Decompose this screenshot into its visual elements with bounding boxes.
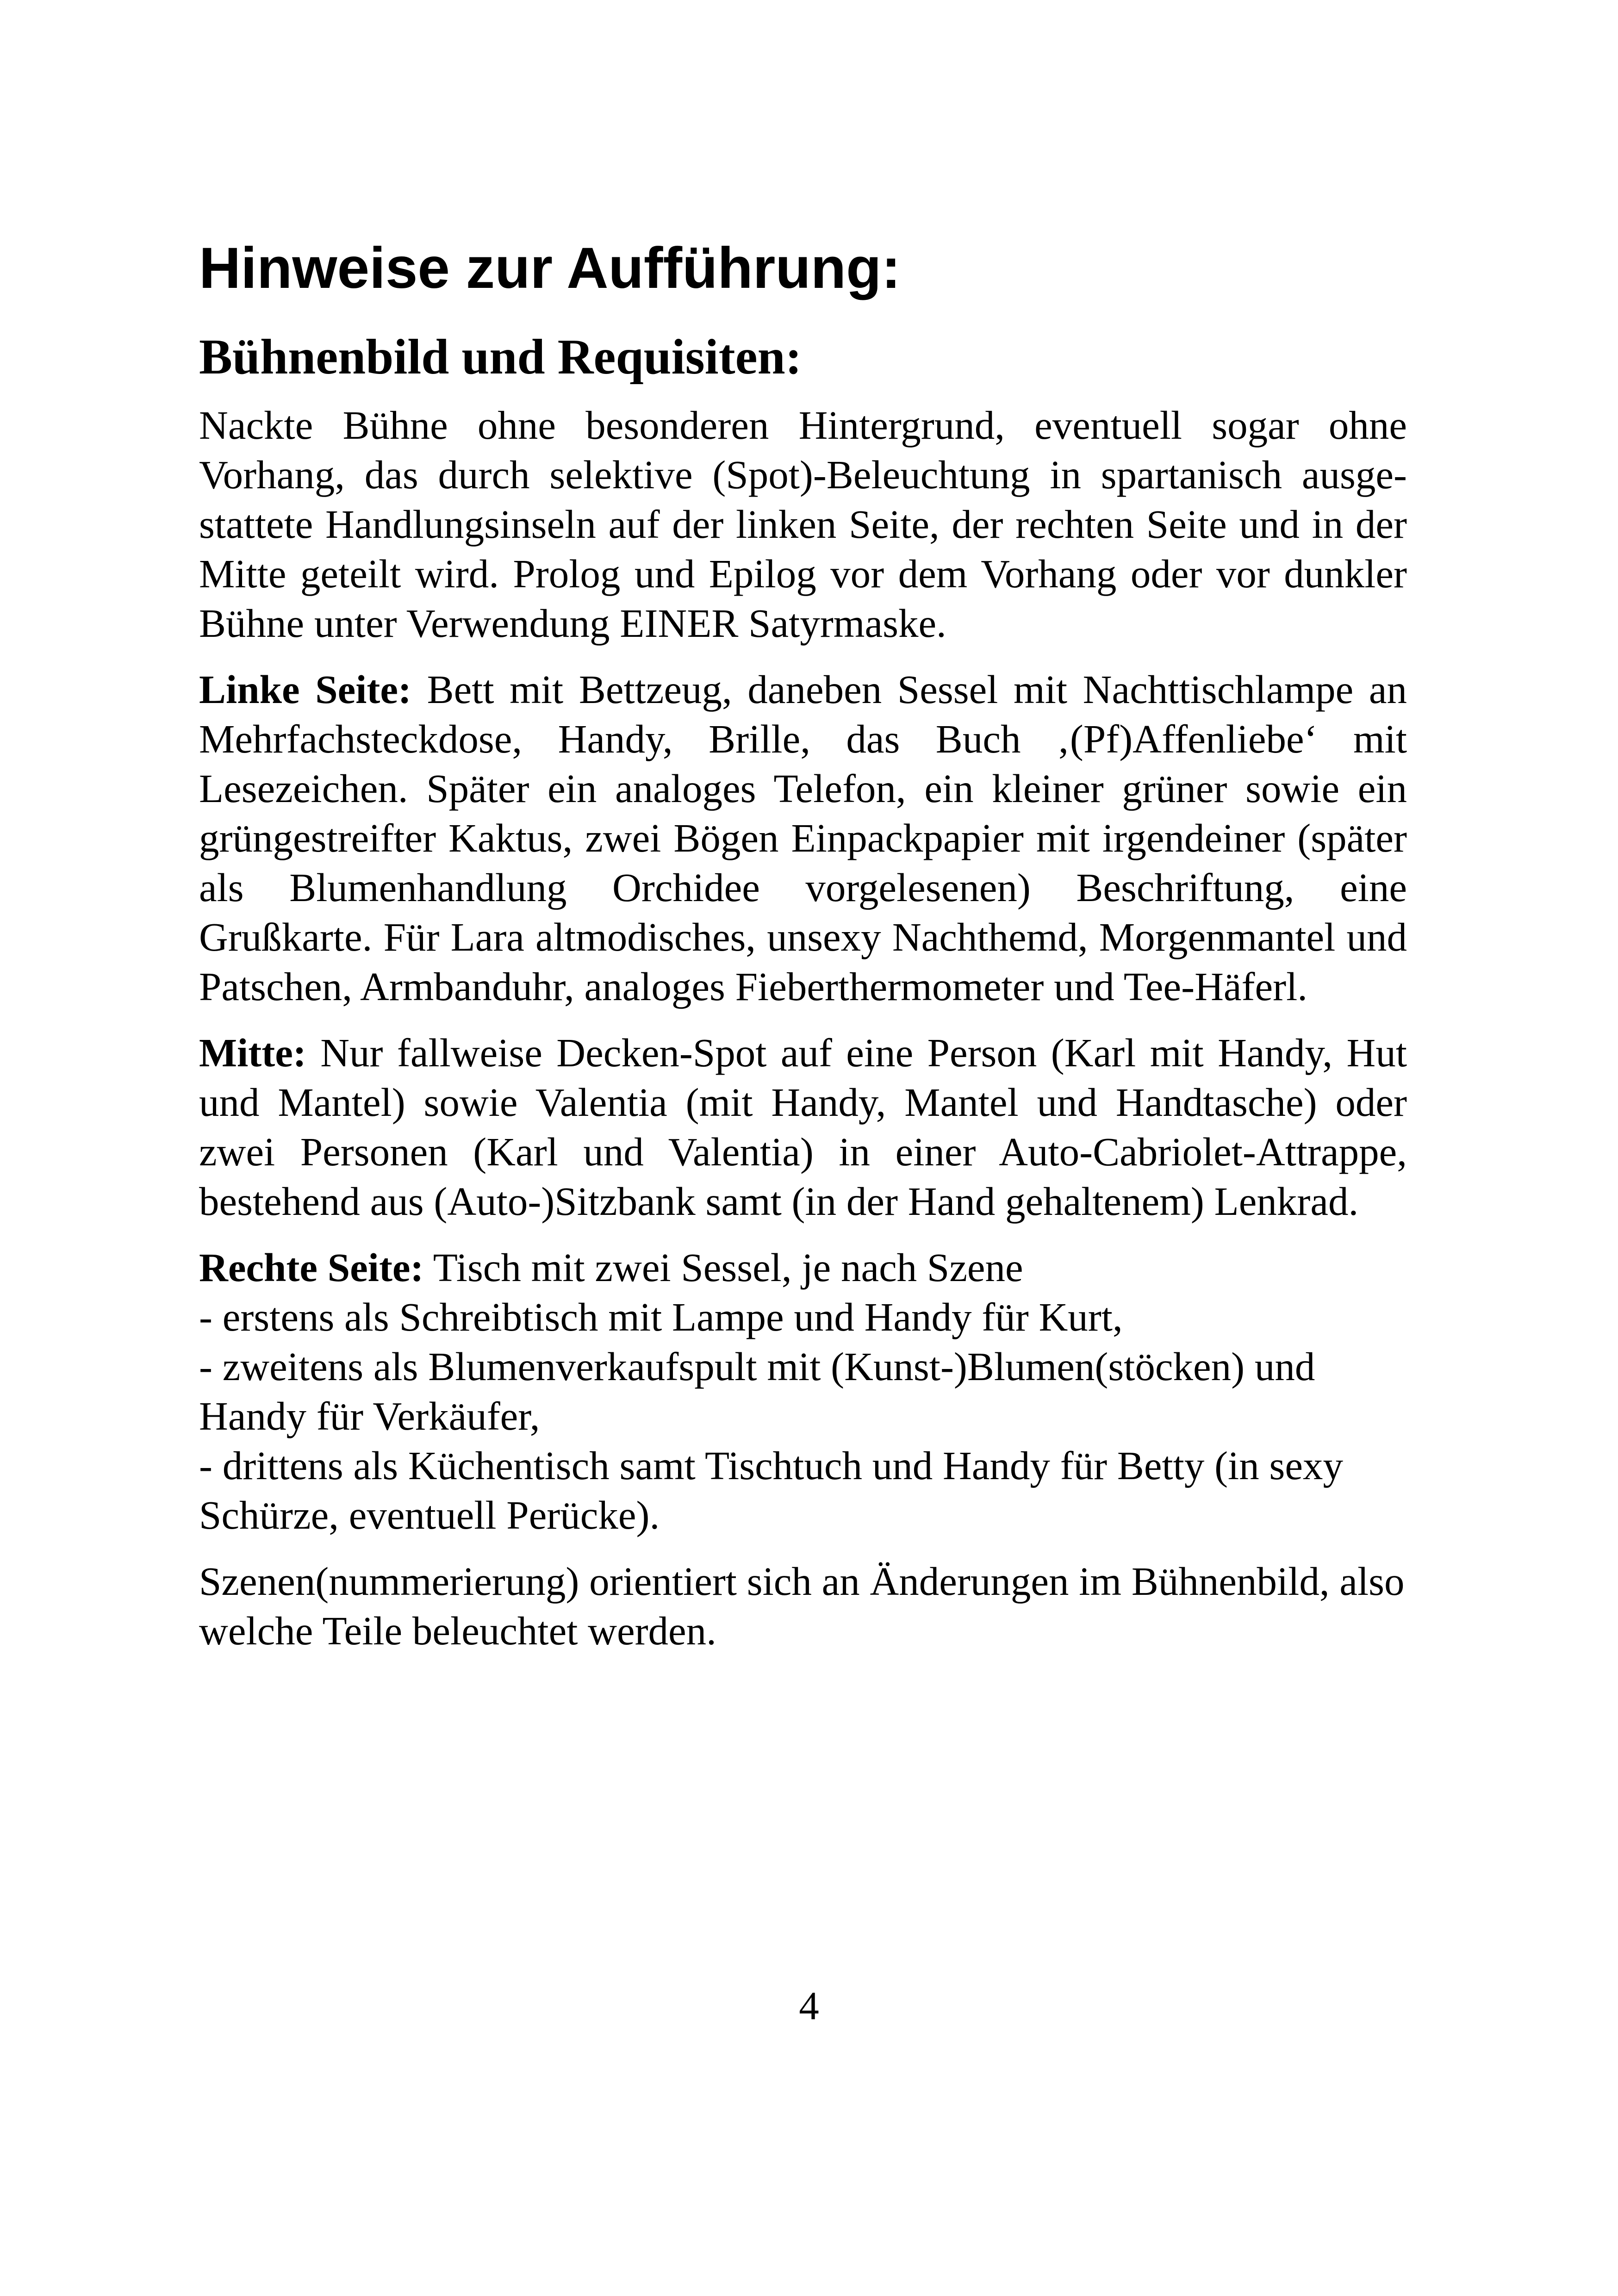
rechte-seite-label: Rechte Seite:	[199, 1244, 424, 1290]
rechte-seite-text: Tisch mit zwei Sessel, je nach Szene	[423, 1244, 1023, 1290]
rechte-seite-item: - erstens als Schreibtisch mit Lampe und Handy für Kurt,	[199, 1294, 1123, 1339]
linke-seite-label: Linke Seite:	[199, 666, 411, 712]
rechte-seite-item: - drittens als Küchentisch samt Tischtuch und Handy für Betty (in sexy Schürze, eventuell Perücke).	[199, 1443, 1343, 1537]
page-number: 4	[799, 1983, 819, 2028]
linke-seite-paragraph	[199, 665, 1407, 1011]
linke-seite-text: Bett mit Bettzeug, daneben Sessel mit Nachttischlampe an Mehrfachsteckdose, Handy, Brille, das Buch ‚(Pf)Affenliebe‘ mit Lesezeichen. Später ein analoges Telefon, ein kleiner grüner sowie ein grüngestreifter Kaktus, zwei Bögen Einpackpapier mit irgendeiner (später als Blumenhandlung Orchidee vorgelesenen) Beschriftung, eine Grußkarte. Für Lara altmodisches, unsexy Nachthemd, Morgenmantel und Patschen, Armbanduhr, analoges Fieberthermometer und Tee-Häferl.	[199, 666, 1407, 1009]
intro-paragraph: Nackte Bühne ohne besonderen Hintergrund, eventuell sogar ohne Vorhang, das durch selektive (Spot)-Beleuchtung in spartanisch ausgestattete Handlungsinseln auf der linken Seite, der rechten Seite und in der Mitte geteilt wird. Prolog und Epilog vor dem Vorhang oder vor dunkler Bühne unter Verwendung EINER Satyrmaske.	[199, 402, 1407, 646]
rechte-seite-item: - zweitens als Blumenverkaufspult mit (Kunst-)Blumen(stöcken) und Handy für Verkäufer,	[199, 1344, 1315, 1438]
section-heading: Bühnenbild und Requisiten:	[199, 330, 802, 385]
document-page	[199, 234, 1407, 1672]
mitte-paragraph	[199, 1028, 1407, 1226]
closing-paragraph: Szenen(nummerierung) orientiert sich an Änderungen im Bühnenbild, also welche Teile beleuchtet werden.	[199, 1558, 1405, 1653]
mitte-label: Mitte:	[199, 1030, 306, 1075]
mitte-text: Nur fallweise Decken-Spot auf eine Person (Karl mit Handy, Hut und Mantel) sowie Valentia (mit Handy, Mantel und Handtasche) oder zwei Personen (Karl und Valentia) in einer Auto-Cabriolet-Attrappe, bestehend aus (Auto-)Sitzbank samt (in der Hand gehaltenem) Lenkrad.	[199, 1030, 1407, 1224]
rechte-seite-paragraph	[199, 1243, 1407, 1540]
page-heading: Hinweise zur Aufführung:	[199, 236, 901, 300]
